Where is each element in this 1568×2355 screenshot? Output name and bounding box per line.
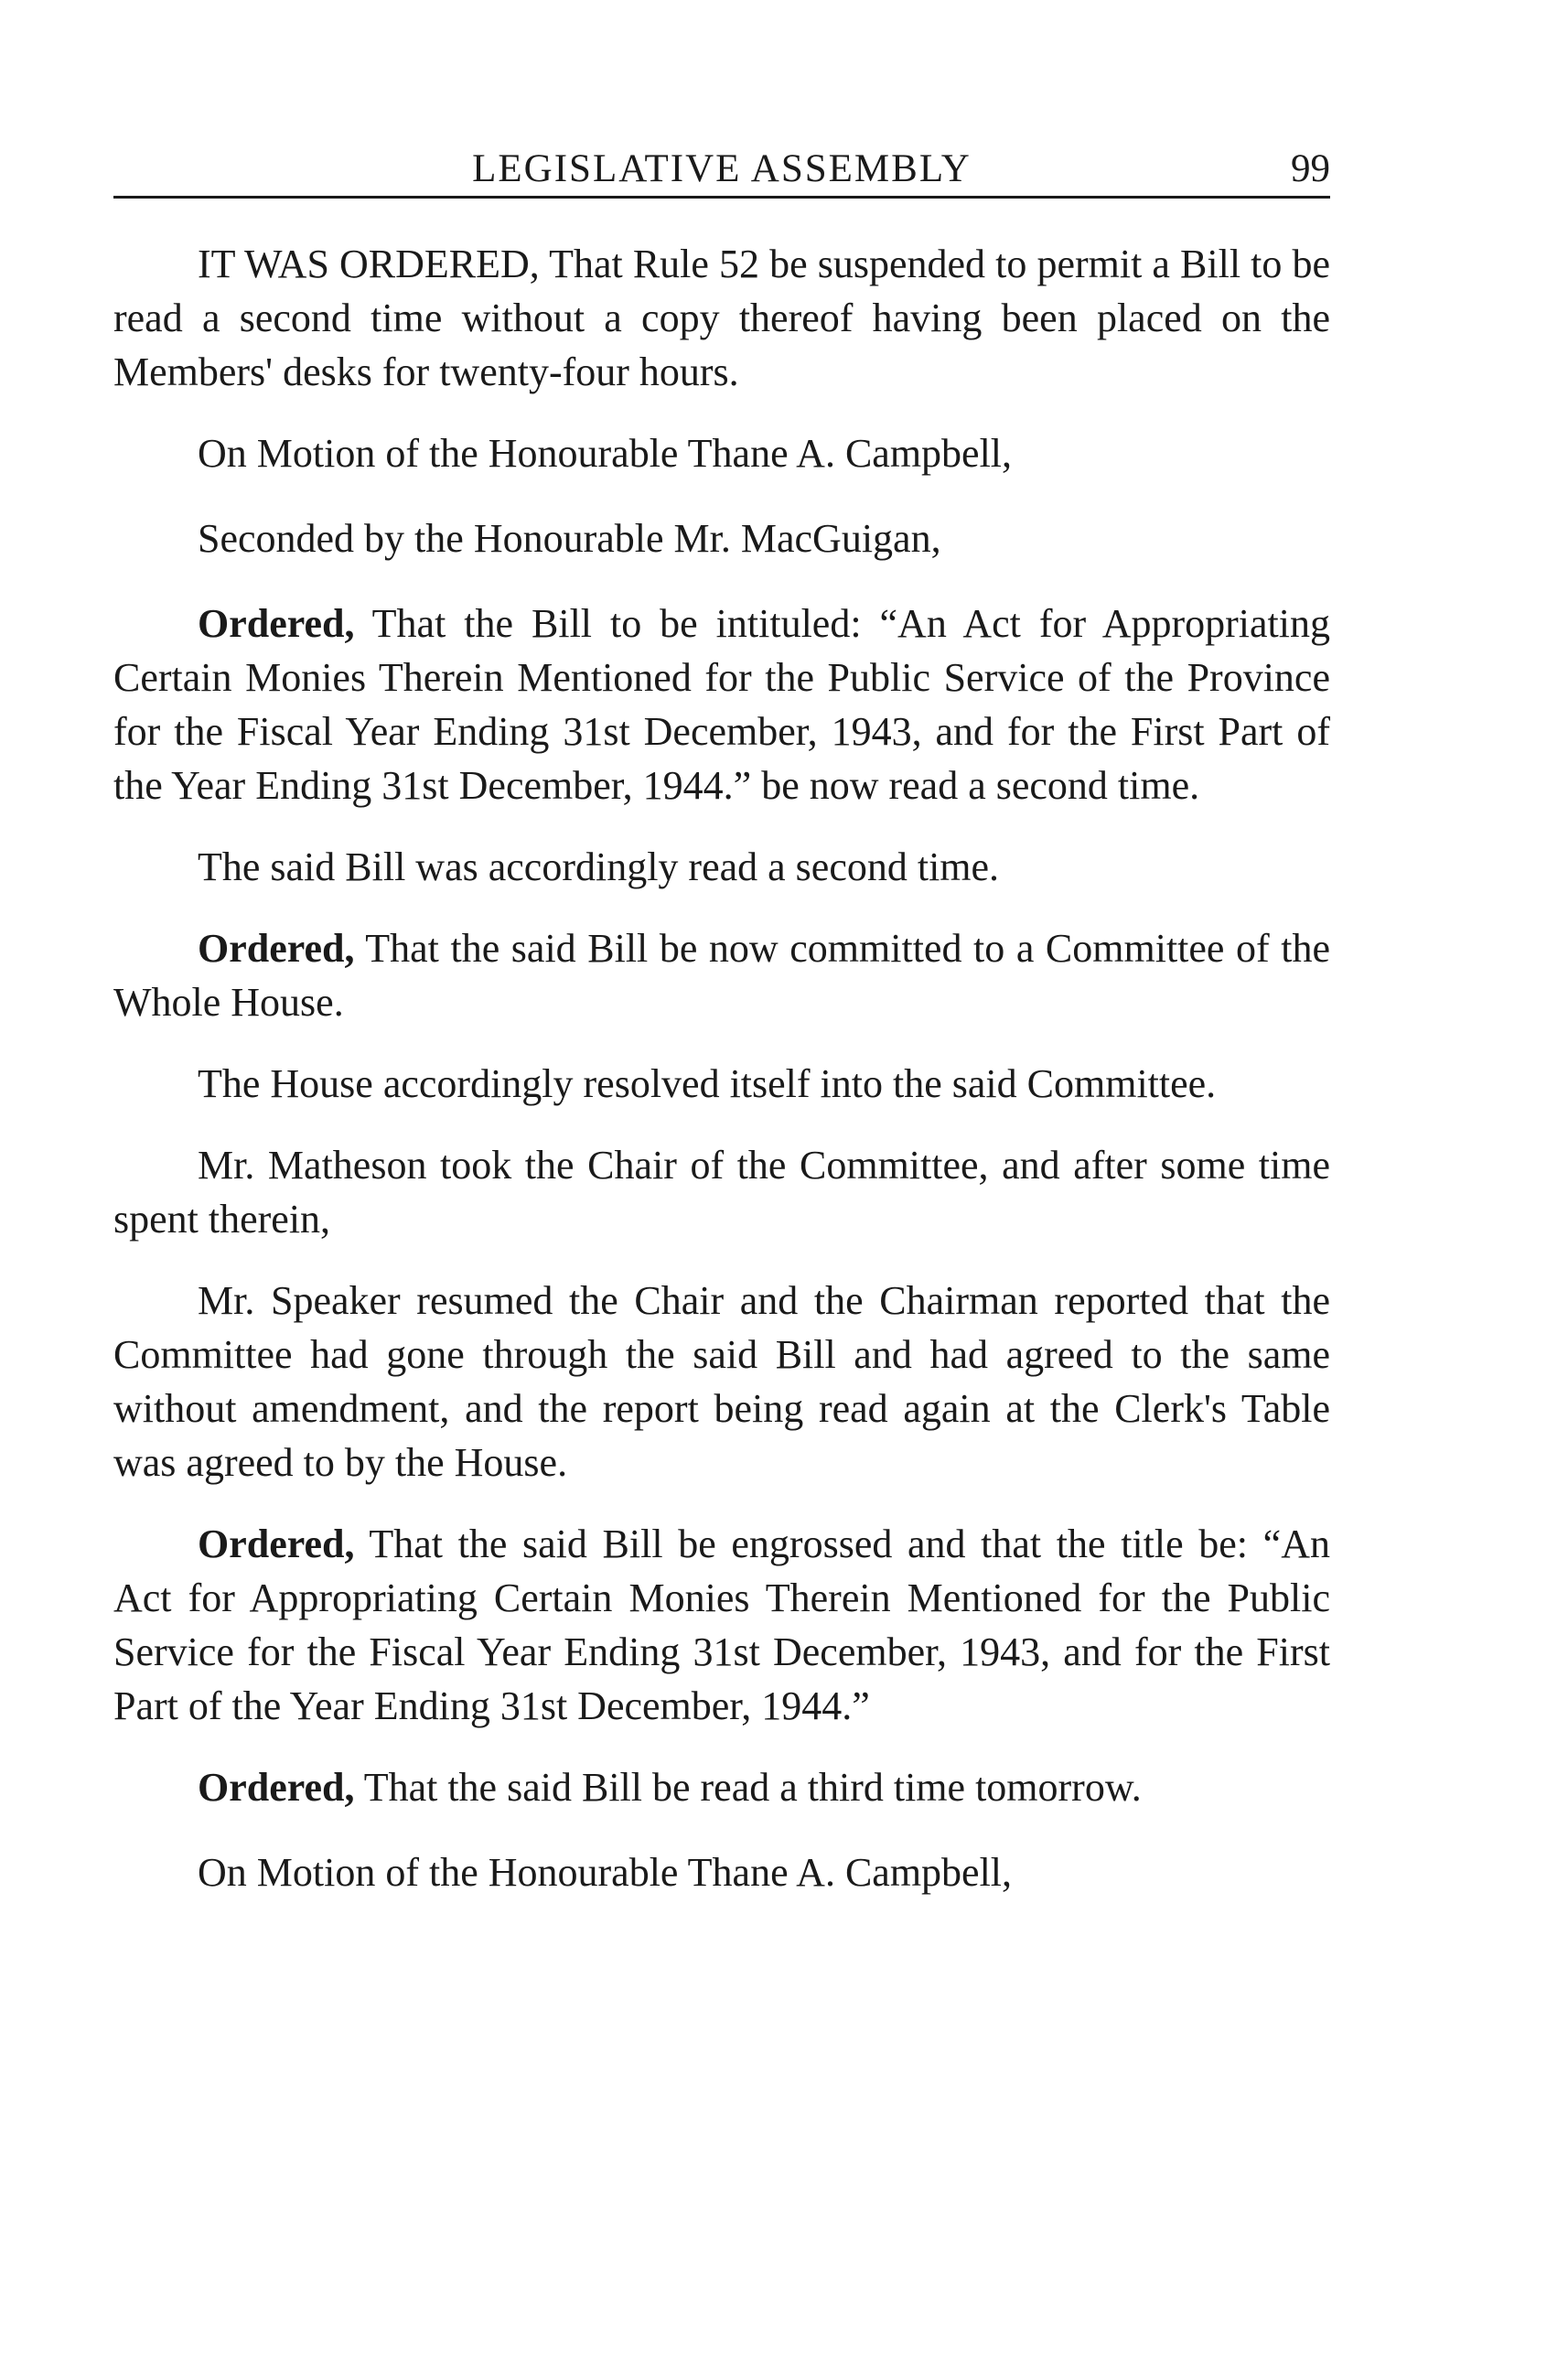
paragraph-engrossed: [113, 1517, 1330, 1733]
paragraph-read-second-time: [113, 840, 1330, 894]
paragraph-committed: [113, 921, 1330, 1029]
paragraph-ordered-second-reading: [113, 597, 1330, 812]
paragraph-text: The House accordingly resolved itself into the said Committee.: [198, 1061, 1217, 1106]
paragraph-seconded: [113, 511, 1330, 565]
paragraph-rule-suspension: [113, 237, 1330, 399]
paragraph-text: On Motion of the Honourable Thane A. Campbell,: [198, 431, 1013, 476]
paragraph-text: The said Bill was accordingly read a second time.: [198, 844, 1000, 889]
paragraph-lead: Ordered,: [198, 926, 355, 971]
body-text: [113, 237, 1330, 1899]
document-page: [113, 137, 1330, 1927]
paragraph-text: That the said Bill be now committed to a Committee of the Whole House.: [113, 926, 1330, 1025]
paragraph-text: That the said Bill be read a third time tomorrow.: [354, 1765, 1142, 1810]
paragraph-lead: Ordered,: [198, 1522, 355, 1566]
paragraph-motion-final: [113, 1845, 1330, 1899]
paragraph-text: Seconded by the Honourable Mr. MacGuigan,: [198, 516, 941, 561]
paragraph-text: That the Bill to be intituled: “An Act for Appropriating Certain Monies Therein Mentioned for the Public Service of the Province for the Fiscal Year Ending 31st December, 1943, and for the First Part of the Year Ending 31st December, 1944.” be now read a second time.: [113, 601, 1330, 808]
paragraph-chair: [113, 1138, 1330, 1246]
paragraph-speaker-resumed: [113, 1274, 1330, 1489]
paragraph-text: That the said Bill be engrossed and that the title be: “An Act for Appropriating Certain Monies Therein Mentioned for the Public Service for the Fiscal Year Ending 31st December, 1943, and for the First Part of the Year Ending 31st December, 1944.”: [113, 1522, 1330, 1728]
running-header: [113, 137, 1330, 199]
paragraph-text: IT WAS ORDERED, That Rule 52 be suspended to permit a Bill to be read a second time without a copy thereof having been placed on the Members' desks for twenty-four hours.: [113, 242, 1330, 394]
paragraph-text: Mr. Speaker resumed the Chair and the Chairman reported that the Committee had gone through the said Bill and had agreed to the same without amendment, and the report being read again at the Clerk's Table was agreed to by the House.: [113, 1278, 1330, 1485]
paragraph-motion: [113, 426, 1330, 480]
page-number: 99: [1291, 147, 1330, 190]
running-title: LEGISLATIVE ASSEMBLY: [472, 147, 972, 190]
paragraph-text: Mr. Matheson took the Chair of the Committee, and after some time spent therein,: [113, 1143, 1330, 1242]
paragraph-text: On Motion of the Honourable Thane A. Campbell,: [198, 1850, 1013, 1895]
paragraph-third-reading: [113, 1760, 1330, 1814]
paragraph-lead: Ordered,: [198, 1765, 355, 1810]
paragraph-resolved: [113, 1057, 1330, 1111]
paragraph-lead: Ordered,: [198, 601, 355, 646]
